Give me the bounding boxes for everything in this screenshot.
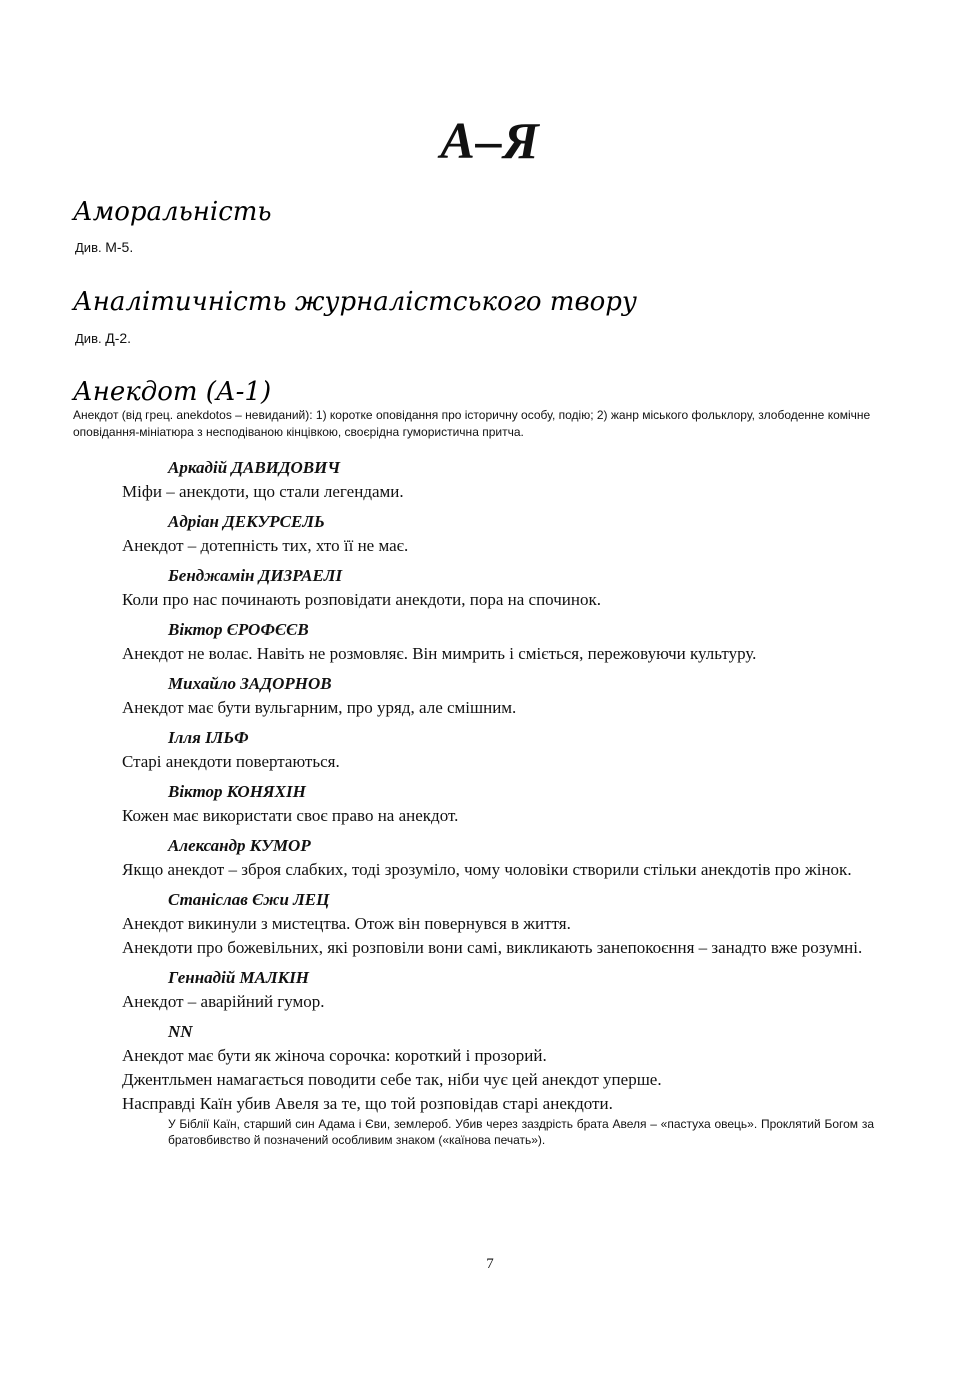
quote-text: Коли про нас починають розповідати анекдоти, пора на спочинок. <box>122 590 601 609</box>
quote-author: Михайло ЗАДОРНОВ <box>168 674 332 693</box>
quote-author: Аркадій ДАВИДОВИЧ <box>168 458 341 477</box>
see-reference: М-5. <box>105 239 134 255</box>
quote-author: Віктор ЄРОФЄЄВ <box>168 620 309 639</box>
section-heading: Аналітичність журналістського твору <box>73 287 637 317</box>
quote-author: Геннадій МАЛКІН <box>168 968 310 987</box>
quote-author: Станіслав Єжи ЛЕЦ <box>168 890 330 909</box>
quote-text <box>73 860 874 880</box>
quote-text: Анекдот викинули з мистецтва. Отож він повернувся в життя. <box>122 914 571 933</box>
quote-text: Міфи – анекдоти, що стали легендами. <box>122 482 404 501</box>
quote-text: Анекдот – аварійний гумор. <box>122 992 325 1011</box>
section-heading: Анекдот (А-1) <box>73 377 272 407</box>
quote-text: Анекдот не волає. Навіть не розмовляє. Він мимрить і сміється, пережовуючи культуру. <box>122 644 757 663</box>
quote-text: Старі анекдоти повертаються. <box>122 752 340 771</box>
quote-text: Насправді Каїн убив Авеля за те, що той розповідав старі анекдоти. <box>122 1094 613 1113</box>
cross-reference <box>75 238 133 257</box>
quote-text-content: Якщо анекдот – зброя слабких, тоді зрозуміло, чому чоловіки створили стільки анекдотів про жінок. <box>122 860 852 879</box>
quote-author: Адріан ДЕКУРСЕЛЬ <box>168 512 325 531</box>
quote-text: Кожен має використати своє право на анекдот. <box>122 806 459 825</box>
quote-text: Джентльмен намагається поводити себе так, ніби чує цей анекдот уперше. <box>122 1070 662 1089</box>
quote-text: Анекдот має бути як жіноча сорочка: короткий і прозорий. <box>122 1046 547 1065</box>
quote-text <box>73 938 874 958</box>
quote-text-content: Анекдоти про божевільних, які розповіли вони самі, викликають занепокоєння – занадто вже розумні. <box>122 938 863 957</box>
page-number: 7 <box>486 1256 494 1272</box>
cross-reference <box>75 329 131 348</box>
quote-author: Віктор КОНЯХІН <box>168 782 306 801</box>
see-reference: Д-2. <box>105 330 132 346</box>
quotes-list <box>122 458 874 1148</box>
definition-text: Анекдот (від грец. anekdotos – невиданий): 1) коротке оповідання про історичну особу, подію; 2) жанр міського фольклору, злободенне комічне оповідання-мініатюра з несподіваною кінцівкою, своєрідна гумористична притча. <box>73 408 871 439</box>
see-prefix: Див. <box>75 331 102 346</box>
quote-author: Бенджамін ДИЗРАЕЛІ <box>168 566 343 585</box>
section-heading: Аморальність <box>73 197 272 227</box>
quote-author: Ілля ІЛЬФ <box>168 728 249 747</box>
quote-text: Анекдот – дотепність тих, хто її не має. <box>122 536 409 555</box>
quote-author: NN <box>168 1022 193 1041</box>
footnote: У Біблії Каїн, старший син Адама і Єви, землероб. Убив через заздрість брата Авеля – «пастуха овець». Проклятий Богом за братовбивство й позначений особливим знаком («каїнова печать»). <box>168 1117 874 1147</box>
page-title: А–Я <box>440 113 540 170</box>
see-prefix: Див. <box>75 240 102 255</box>
quote-author: Александр КУМОР <box>168 836 311 855</box>
quote-text: Анекдот має бути вульгарним, про уряд, але смішним. <box>122 698 517 717</box>
